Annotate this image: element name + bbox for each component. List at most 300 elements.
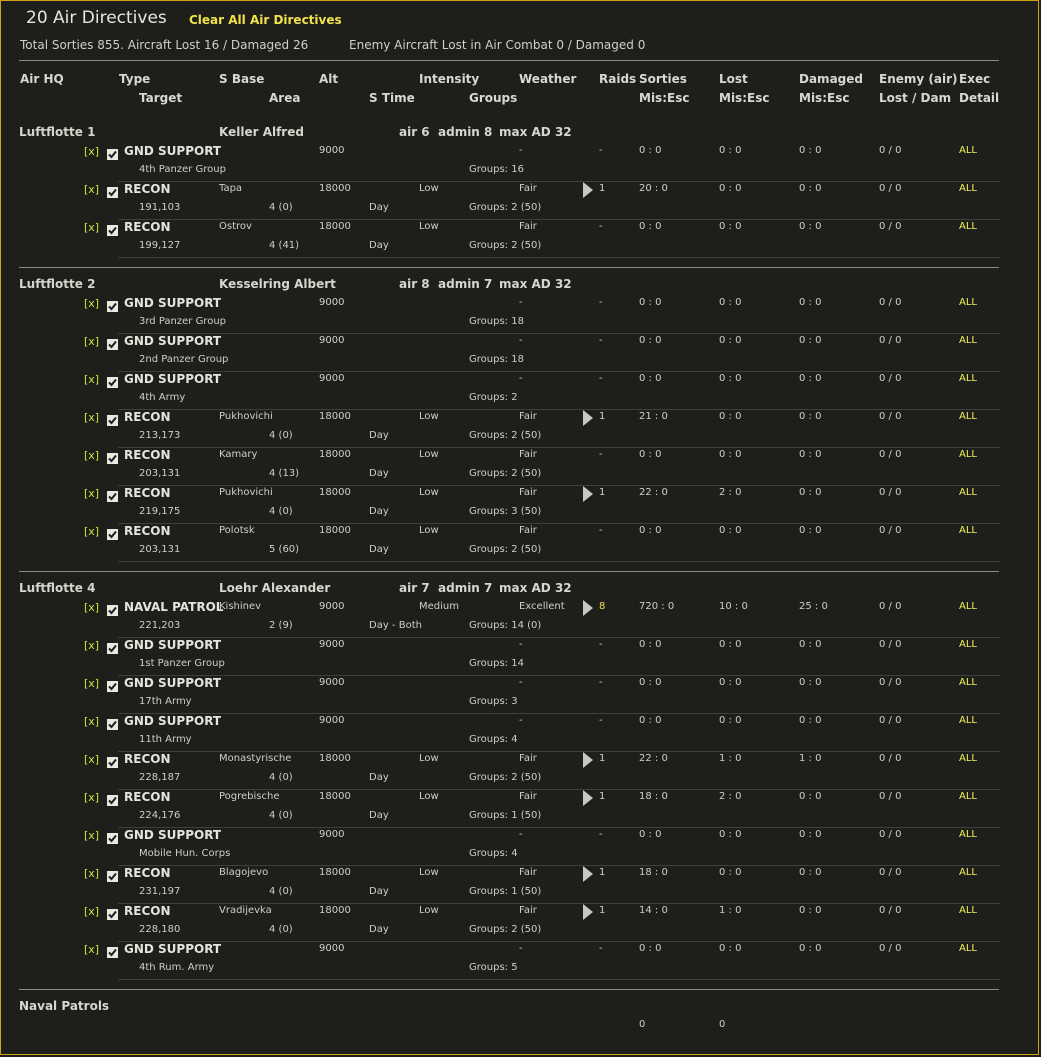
target-name[interactable]: 203,131: [139, 468, 181, 479]
lost-mis-esc: 0 : 0: [719, 183, 742, 194]
sorties-mis-esc: 0 : 0: [639, 677, 662, 688]
sorties-mis-esc: 21 : 0: [639, 411, 668, 422]
groups-count: Groups: 2: [469, 392, 518, 403]
sorties-mis-esc: 22 : 0: [639, 487, 668, 498]
target-name[interactable]: 221,203: [139, 620, 181, 631]
enabled-check-icon[interactable]: [107, 297, 118, 308]
altitude: 18000: [319, 753, 351, 764]
raid-expand-icon[interactable]: [583, 182, 593, 198]
damaged-mis-esc: 0 : 0: [799, 411, 822, 422]
target-name[interactable]: 228,180: [139, 924, 181, 935]
target-name[interactable]: 228,187: [139, 772, 181, 783]
exec-detail-link[interactable]: ALL: [959, 373, 977, 384]
weather: Fair: [519, 867, 537, 878]
raids-count: 1: [599, 753, 606, 764]
enemy-lost-dam: 0 / 0: [879, 411, 902, 422]
weather: -: [519, 297, 523, 308]
directive-row: [0, 182, 1000, 220]
delete-directive-toggle[interactable]: [x]: [84, 183, 100, 196]
weather: Fair: [519, 183, 537, 194]
air-rating: air 7: [399, 581, 430, 595]
source-base: Pogrebische: [219, 791, 280, 802]
damaged-mis-esc: 0 : 0: [799, 525, 822, 536]
enabled-check-icon[interactable]: [107, 183, 118, 194]
intensity: Low: [419, 487, 439, 498]
enabled-check-icon[interactable]: [107, 221, 118, 232]
intensity: Low: [419, 753, 439, 764]
sorties-mis-esc: 0 : 0: [639, 221, 662, 232]
sorties-mis-esc: 0 : 0: [639, 373, 662, 384]
exec-detail-link[interactable]: ALL: [959, 715, 977, 726]
mission-type[interactable]: RECON: [124, 866, 171, 880]
enabled-check-icon[interactable]: [107, 943, 118, 954]
raid-expand-icon[interactable]: [583, 790, 593, 806]
mission-type[interactable]: RECON: [124, 182, 171, 196]
mission-type[interactable]: GND SUPPORT: [124, 334, 222, 348]
exec-detail-link[interactable]: ALL: [959, 639, 977, 650]
mission-type[interactable]: RECON: [124, 486, 171, 500]
exec-detail-link[interactable]: ALL: [959, 601, 977, 612]
mission-type[interactable]: RECON: [124, 410, 171, 424]
directive-row: [0, 372, 1000, 410]
strike-time: Day: [369, 506, 389, 517]
exec-detail-link[interactable]: ALL: [959, 449, 977, 460]
directive-row: [0, 600, 1000, 638]
air-hq-name[interactable]: Luftflotte 4: [19, 581, 96, 595]
strike-time: Day: [369, 430, 389, 441]
exec-detail-link[interactable]: ALL: [959, 335, 977, 346]
naval-patrols-label: Naval Patrols: [19, 999, 110, 1013]
intensity: Low: [419, 867, 439, 878]
enabled-check-icon[interactable]: [107, 677, 118, 688]
raids-count: 1: [599, 183, 606, 194]
commander-name[interactable]: Loehr Alexander: [219, 581, 331, 595]
raid-expand-icon[interactable]: [583, 904, 593, 920]
altitude: 9000: [319, 715, 345, 726]
admin-rating: admin 8: [438, 125, 493, 139]
intensity: Low: [419, 905, 439, 916]
raids-count: -: [599, 715, 603, 726]
weather: Fair: [519, 487, 537, 498]
delete-directive-toggle[interactable]: [x]: [84, 449, 100, 462]
exec-detail-link[interactable]: ALL: [959, 829, 977, 840]
exec-detail-link[interactable]: ALL: [959, 183, 977, 194]
groups-count: Groups: 3 (50): [469, 506, 542, 517]
area-value: 4 (0): [269, 430, 293, 441]
mission-type[interactable]: RECON: [124, 220, 171, 234]
enemy-lost-dam: 0 / 0: [879, 145, 902, 156]
target-name[interactable]: 17th Army: [139, 696, 192, 707]
weather: -: [519, 335, 523, 346]
exec-detail-link[interactable]: ALL: [959, 145, 977, 156]
target-name[interactable]: 11th Army: [139, 734, 192, 745]
lost-mis-esc: 0 : 0: [719, 373, 742, 384]
damaged-mis-esc: 0 : 0: [799, 829, 822, 840]
delete-directive-toggle[interactable]: [x]: [84, 715, 100, 728]
strike-time: Day: [369, 886, 389, 897]
intensity: Low: [419, 183, 439, 194]
target-name[interactable]: 1st Panzer Group: [139, 658, 225, 669]
lost-mis-esc: 0 : 0: [719, 639, 742, 650]
delete-directive-toggle[interactable]: [x]: [84, 297, 100, 310]
enemy-lost-dam: 0 / 0: [879, 943, 902, 954]
enemy-lost-dam: 0 / 0: [879, 449, 902, 460]
lost-mis-esc: 0 : 0: [719, 525, 742, 536]
strike-time: Day: [369, 240, 389, 251]
damaged-mis-esc: 0 : 0: [799, 221, 822, 232]
delete-directive-toggle[interactable]: [x]: [84, 411, 100, 424]
air-hq-name[interactable]: Luftflotte 2: [19, 277, 96, 291]
damaged-mis-esc: 0 : 0: [799, 639, 822, 650]
weather: Fair: [519, 753, 537, 764]
enabled-check-icon[interactable]: [107, 525, 118, 536]
delete-directive-toggle[interactable]: [x]: [84, 791, 100, 804]
mission-type[interactable]: GND SUPPORT: [124, 638, 222, 652]
lost-mis-esc: 0 : 0: [719, 297, 742, 308]
exec-detail-link[interactable]: ALL: [959, 943, 977, 954]
raids-count: -: [599, 449, 603, 460]
mission-type[interactable]: GND SUPPORT: [124, 144, 222, 158]
col-groups: Groups: [469, 91, 518, 105]
lost-mis-esc: 0 : 0: [719, 145, 742, 156]
directive-row: [0, 790, 1000, 828]
row-separator: [118, 257, 1000, 258]
lost-mis-esc: 0 : 0: [719, 715, 742, 726]
delete-directive-toggle[interactable]: [x]: [84, 905, 100, 918]
intensity: Low: [419, 449, 439, 460]
row-separator: [118, 979, 1000, 980]
mission-type[interactable]: RECON: [124, 790, 171, 804]
weather: Fair: [519, 525, 537, 536]
area-value: 5 (60): [269, 544, 300, 555]
commander-name[interactable]: Kesselring Albert: [219, 277, 336, 291]
directive-row: [0, 752, 1000, 790]
delete-directive-toggle[interactable]: [x]: [84, 487, 100, 500]
source-base: Vradijevka: [219, 905, 272, 916]
enabled-check-icon[interactable]: [107, 449, 118, 460]
enabled-check-icon[interactable]: [107, 487, 118, 498]
weather: -: [519, 715, 523, 726]
enabled-check-icon[interactable]: [107, 373, 118, 384]
strike-time: Day: [369, 202, 389, 213]
sorties-summary: Total Sorties 855. Aircraft Lost 16 / Damaged 26: [20, 38, 309, 52]
raids-count: 1: [599, 487, 606, 498]
raids-count: 1: [599, 905, 606, 916]
weather: -: [519, 145, 523, 156]
mission-type[interactable]: RECON: [124, 448, 171, 462]
altitude: 18000: [319, 449, 351, 460]
exec-detail-link[interactable]: ALL: [959, 411, 977, 422]
enemy-lost-dam: 0 / 0: [879, 525, 902, 536]
clear-all-directives-button[interactable]: Clear All Air Directives: [189, 13, 342, 27]
target-name[interactable]: Mobile Hun. Corps: [139, 848, 231, 859]
altitude: 18000: [319, 221, 351, 232]
delete-directive-toggle[interactable]: [x]: [84, 867, 100, 880]
mission-type[interactable]: GND SUPPORT: [124, 676, 222, 690]
groups-count: Groups: 5: [469, 962, 518, 973]
enemy-lost-dam: 0 / 0: [879, 829, 902, 840]
enabled-check-icon[interactable]: [107, 715, 118, 726]
col-exec: Exec: [959, 72, 991, 86]
air-hq-name[interactable]: Luftflotte 1: [19, 125, 96, 139]
enabled-check-icon[interactable]: [107, 145, 118, 156]
target-name[interactable]: 2nd Panzer Group: [139, 354, 229, 365]
raid-expand-icon[interactable]: [583, 866, 593, 882]
delete-directive-toggle[interactable]: [x]: [84, 145, 100, 158]
header-divider: [19, 60, 999, 61]
target-name[interactable]: 199,127: [139, 240, 181, 251]
delete-directive-toggle[interactable]: [x]: [84, 335, 100, 348]
damaged-mis-esc: 0 : 0: [799, 943, 822, 954]
raid-expand-icon[interactable]: [583, 486, 593, 502]
raids-count: 1: [599, 411, 606, 422]
enemy-lost-dam: 0 / 0: [879, 373, 902, 384]
sorties-mis-esc: 22 : 0: [639, 753, 668, 764]
damaged-mis-esc: 0 : 0: [799, 677, 822, 688]
enabled-check-icon[interactable]: [107, 829, 118, 840]
source-base: Pukhovichi: [219, 487, 273, 498]
raid-expand-icon[interactable]: [583, 752, 593, 768]
col-s-base: S Base: [219, 72, 265, 86]
raids-count: -: [599, 639, 603, 650]
sorties-mis-esc: 0 : 0: [639, 639, 662, 650]
directive-row: [0, 144, 1000, 182]
strike-time: Day: [369, 544, 389, 555]
altitude: 9000: [319, 601, 345, 612]
damaged-mis-esc: 0 : 0: [799, 145, 822, 156]
directive-row: [0, 296, 1000, 334]
group-divider: [19, 267, 999, 268]
sorties-mis-esc: 0 : 0: [639, 297, 662, 308]
col-sorties: Sorties: [639, 72, 687, 86]
altitude: 9000: [319, 829, 345, 840]
directive-row: [0, 828, 1000, 866]
weather: -: [519, 943, 523, 954]
raids-count: -: [599, 943, 603, 954]
lost-mis-esc: 0 : 0: [719, 677, 742, 688]
raid-expand-icon[interactable]: [583, 600, 593, 616]
target-name[interactable]: 231,197: [139, 886, 181, 897]
groups-count: Groups: 4: [469, 848, 518, 859]
enabled-check-icon[interactable]: [107, 639, 118, 650]
delete-directive-toggle[interactable]: [x]: [84, 829, 100, 842]
sorties-mis-esc: 720 : 0: [639, 601, 675, 612]
altitude: 18000: [319, 867, 351, 878]
sorties-mis-esc: 14 : 0: [639, 905, 668, 916]
exec-detail-link[interactable]: ALL: [959, 487, 977, 498]
directive-row: [0, 486, 1000, 524]
raids-count: -: [599, 373, 603, 384]
enabled-check-icon[interactable]: [107, 753, 118, 764]
row-separator: [118, 561, 1000, 562]
lost-mis-esc: 10 : 0: [719, 601, 748, 612]
col-damaged-sub: Mis:Esc: [799, 91, 850, 105]
raid-expand-icon[interactable]: [583, 410, 593, 426]
strike-time: Day: [369, 468, 389, 479]
strike-time: Day: [369, 924, 389, 935]
group-divider: [19, 571, 999, 572]
area-value: 4 (0): [269, 202, 293, 213]
area-value: 4 (0): [269, 772, 293, 783]
mission-type[interactable]: NAVAL PATROL: [124, 600, 224, 614]
altitude: 18000: [319, 905, 351, 916]
enemy-lost-dam: 0 / 0: [879, 677, 902, 688]
exec-detail-link[interactable]: ALL: [959, 221, 977, 232]
directive-row: [0, 676, 1000, 714]
damaged-mis-esc: 0 : 0: [799, 449, 822, 460]
raids-count: -: [599, 221, 603, 232]
delete-directive-toggle[interactable]: [x]: [84, 753, 100, 766]
delete-directive-toggle[interactable]: [x]: [84, 943, 100, 956]
lost-mis-esc: 1 : 0: [719, 753, 742, 764]
sorties-mis-esc: 0 : 0: [639, 829, 662, 840]
enemy-summary: Enemy Aircraft Lost in Air Combat 0 / Damaged 0: [349, 38, 646, 52]
mission-type[interactable]: RECON: [124, 904, 171, 918]
mission-type[interactable]: GND SUPPORT: [124, 714, 222, 728]
delete-directive-toggle[interactable]: [x]: [84, 373, 100, 386]
source-base: Kishinev: [219, 601, 262, 612]
mission-type[interactable]: GND SUPPORT: [124, 942, 222, 956]
delete-directive-toggle[interactable]: [x]: [84, 601, 100, 614]
weather: Fair: [519, 905, 537, 916]
delete-directive-toggle[interactable]: [x]: [84, 677, 100, 690]
col-sorties-sub: Mis:Esc: [639, 91, 690, 105]
enemy-lost-dam: 0 / 0: [879, 601, 902, 612]
altitude: 9000: [319, 335, 345, 346]
raids-count: 8: [599, 601, 606, 612]
groups-count: Groups: 3: [469, 696, 518, 707]
intensity: Low: [419, 221, 439, 232]
weather: Excellent: [519, 601, 565, 612]
exec-detail-link[interactable]: ALL: [959, 867, 977, 878]
lost-mis-esc: 0 : 0: [719, 221, 742, 232]
enemy-lost-dam: 0 / 0: [879, 221, 902, 232]
lost-mis-esc: 0 : 0: [719, 449, 742, 460]
raids-count: 1: [599, 867, 606, 878]
sorties-mis-esc: 0 : 0: [639, 145, 662, 156]
directive-row: [0, 866, 1000, 904]
delete-directive-toggle[interactable]: [x]: [84, 639, 100, 652]
source-base: Monastyrische: [219, 753, 292, 764]
target-name[interactable]: 213,173: [139, 430, 181, 441]
mission-type[interactable]: GND SUPPORT: [124, 828, 222, 842]
altitude: 18000: [319, 487, 351, 498]
damaged-mis-esc: 0 : 0: [799, 487, 822, 498]
exec-detail-link[interactable]: ALL: [959, 525, 977, 536]
directive-row: [0, 410, 1000, 448]
mission-type[interactable]: GND SUPPORT: [124, 296, 222, 310]
target-name[interactable]: 191,103: [139, 202, 181, 213]
altitude: 9000: [319, 297, 345, 308]
sorties-mis-esc: 18 : 0: [639, 867, 668, 878]
enabled-check-icon[interactable]: [107, 905, 118, 916]
delete-directive-toggle[interactable]: [x]: [84, 221, 100, 234]
area-value: 4 (0): [269, 886, 293, 897]
sorties-mis-esc: 0 : 0: [639, 449, 662, 460]
enemy-lost-dam: 0 / 0: [879, 867, 902, 878]
lost-mis-esc: 0 : 0: [719, 867, 742, 878]
exec-detail-link[interactable]: ALL: [959, 677, 977, 688]
raids-count: -: [599, 297, 603, 308]
mission-type[interactable]: RECON: [124, 524, 171, 538]
groups-count: Groups: 2 (50): [469, 240, 542, 251]
lost-mis-esc: 0 : 0: [719, 943, 742, 954]
exec-detail-link[interactable]: ALL: [959, 297, 977, 308]
damaged-mis-esc: 0 : 0: [799, 715, 822, 726]
enabled-check-icon[interactable]: [107, 867, 118, 878]
intensity: Low: [419, 791, 439, 802]
target-name[interactable]: 203,131: [139, 544, 181, 555]
altitude: 9000: [319, 373, 345, 384]
col-area: Area: [269, 91, 301, 105]
enabled-check-icon[interactable]: [107, 791, 118, 802]
sorties-mis-esc: 18 : 0: [639, 791, 668, 802]
air-rating: air 8: [399, 277, 430, 291]
delete-directive-toggle[interactable]: [x]: [84, 525, 100, 538]
directive-row: [0, 448, 1000, 486]
target-name[interactable]: 4th Army: [139, 392, 186, 403]
max-ad: max AD 32: [499, 125, 572, 139]
enabled-check-icon[interactable]: [107, 601, 118, 612]
col-lost: Lost: [719, 72, 748, 86]
sorties-mis-esc: 0 : 0: [639, 715, 662, 726]
weather: -: [519, 639, 523, 650]
enabled-check-icon[interactable]: [107, 411, 118, 422]
col-type: Type: [119, 72, 151, 86]
mission-type[interactable]: GND SUPPORT: [124, 372, 222, 386]
groups-count: Groups: 4: [469, 734, 518, 745]
source-base: Blagojevo: [219, 867, 269, 878]
col-intensity: Intensity: [419, 72, 480, 86]
col-enemy-sub: Lost / Dam: [879, 91, 952, 105]
groups-count: Groups: 16: [469, 164, 524, 175]
directive-row: [0, 638, 1000, 676]
groups-count: Groups: 1 (50): [469, 886, 542, 897]
damaged-mis-esc: 0 : 0: [799, 335, 822, 346]
area-value: 4 (13): [269, 468, 300, 479]
exec-detail-link[interactable]: ALL: [959, 791, 977, 802]
enabled-check-icon[interactable]: [107, 335, 118, 346]
exec-detail-link[interactable]: ALL: [959, 753, 977, 764]
groups-count: Groups: 14 (0): [469, 620, 542, 631]
damaged-mis-esc: 0 : 0: [799, 373, 822, 384]
altitude: 9000: [319, 677, 345, 688]
lost-mis-esc: 0 : 0: [719, 335, 742, 346]
groups-count: Groups: 14: [469, 658, 524, 669]
damaged-mis-esc: 0 : 0: [799, 867, 822, 878]
col-damaged: Damaged: [799, 72, 863, 86]
commander-name[interactable]: Keller Alfred: [219, 125, 304, 139]
source-base: Tapa: [219, 183, 243, 194]
target-name[interactable]: 4th Rum. Army: [139, 962, 215, 973]
sorties-mis-esc: 0 : 0: [639, 943, 662, 954]
enemy-lost-dam: 0 / 0: [879, 715, 902, 726]
weather: Fair: [519, 411, 537, 422]
directive-row: [0, 220, 1000, 258]
weather: Fair: [519, 791, 537, 802]
exec-detail-link[interactable]: ALL: [959, 905, 977, 916]
lost-mis-esc: 2 : 0: [719, 791, 742, 802]
target-name[interactable]: 219,175: [139, 506, 181, 517]
target-name[interactable]: 4th Panzer Group: [139, 164, 226, 175]
lost-mis-esc: 1 : 0: [719, 905, 742, 916]
strike-time: Day: [369, 772, 389, 783]
col-air-hq: Air HQ: [20, 72, 64, 86]
mission-type[interactable]: RECON: [124, 752, 171, 766]
target-name[interactable]: 224,176: [139, 810, 181, 821]
target-name[interactable]: 3rd Panzer Group: [139, 316, 227, 327]
raids-count: -: [599, 677, 603, 688]
